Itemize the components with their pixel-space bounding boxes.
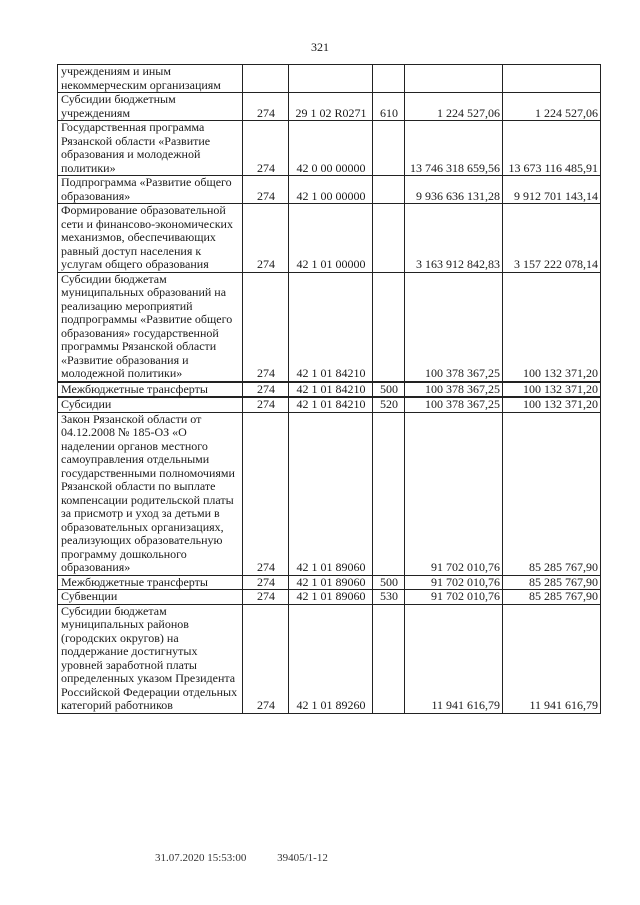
row-gr-cell: 274 — [243, 397, 289, 412]
table-row — [58, 590, 601, 605]
table-row — [58, 575, 601, 590]
row-vr-cell: 500 — [373, 575, 405, 590]
row-sum-2020-cell: 1 224 527,06 — [405, 93, 503, 121]
row-name-cell: Межбюджетные трансферты — [58, 382, 243, 398]
table-row — [58, 65, 601, 93]
row-name-cell: Государственная программа Рязанской области «Развитие образования и молодежной политики» — [58, 121, 243, 176]
row-sum-2021-cell: 100 132 371,20 — [503, 397, 601, 412]
row-vr-cell — [373, 176, 405, 204]
row-gr-cell: 274 — [243, 590, 289, 605]
row-gr-cell: 274 — [243, 204, 289, 273]
row-sum-2021-cell: 85 285 767,90 — [503, 412, 601, 575]
row-sum-2021-cell: 9 912 701 143,14 — [503, 176, 601, 204]
row-gr-cell: 274 — [243, 272, 289, 382]
row-cs-cell: 42 1 01 89060 — [289, 412, 373, 575]
row-cs-cell: 42 1 01 89060 — [289, 590, 373, 605]
row-cs-cell: 42 1 01 89260 — [289, 604, 373, 713]
row-gr-cell: 274 — [243, 575, 289, 590]
table-row — [58, 397, 601, 412]
table-row — [58, 204, 601, 273]
row-sum-2020-cell: 91 702 010,76 — [405, 590, 503, 605]
table-row — [58, 604, 601, 713]
row-vr-cell — [373, 412, 405, 575]
row-sum-2021-cell: 85 285 767,90 — [503, 575, 601, 590]
table-row — [58, 93, 601, 121]
row-sum-2021-cell: 1 224 527,06 — [503, 93, 601, 121]
row-name-cell: Субсидии бюджетам муниципальных районов (городских округов) на поддержание достигнутых уровней заработной платы определенных указом Президента Российской Федерации отдельных категорий работников — [58, 604, 243, 713]
table-row — [58, 412, 601, 575]
row-vr-cell — [373, 121, 405, 176]
row-name-cell: Субвенции — [58, 590, 243, 605]
row-name-cell: Субсидии бюджетным учреждениям — [58, 93, 243, 121]
row-cs-cell: 42 1 00 00000 — [289, 176, 373, 204]
row-sum-2020-cell: 13 746 318 659,56 — [405, 121, 503, 176]
row-name-cell: Субсидии — [58, 397, 243, 412]
row-cs-cell: 42 1 01 84210 — [289, 397, 373, 412]
row-sum-2020-cell: 91 702 010,76 — [405, 412, 503, 575]
row-gr-cell: 274 — [243, 382, 289, 398]
row-sum-2020-cell: 3 163 912 842,83 — [405, 204, 503, 273]
row-cs-cell: 42 1 01 89060 — [289, 575, 373, 590]
row-vr-cell: 610 — [373, 93, 405, 121]
row-name-cell: Подпрограмма «Развитие общего образования» — [58, 176, 243, 204]
row-cs-cell: 29 1 02 R0271 — [289, 93, 373, 121]
row-cs-cell: 42 0 00 00000 — [289, 121, 373, 176]
row-vr-cell: 530 — [373, 590, 405, 605]
document-footer — [155, 852, 356, 864]
budget-table — [57, 64, 601, 714]
row-name-cell: Межбюджетные трансферты — [58, 575, 243, 590]
row-sum-2021-cell: 100 132 371,20 — [503, 382, 601, 398]
page-number: 321 — [311, 40, 329, 54]
row-sum-2020-cell — [405, 65, 503, 93]
table-row — [58, 272, 601, 382]
row-vr-cell — [373, 604, 405, 713]
row-vr-cell — [373, 272, 405, 382]
row-sum-2020-cell: 100 378 367,25 — [405, 272, 503, 382]
row-gr-cell: 274 — [243, 604, 289, 713]
row-gr-cell: 274 — [243, 121, 289, 176]
row-sum-2020-cell: 91 702 010,76 — [405, 575, 503, 590]
row-vr-cell — [373, 204, 405, 273]
row-vr-cell: 520 — [373, 397, 405, 412]
row-cs-cell: 42 1 01 00000 — [289, 204, 373, 273]
row-name-cell: Субсидии бюджетам муниципальных образований на реализацию мероприятий подпрограммы «Развитие общего образования» государственной программы Рязанской области «Развитие образования и молодежной политики» — [58, 272, 243, 382]
row-name-cell: Закон Рязанской области от 04.12.2008 № 185-ОЗ «О наделении органов местного самоуправления отдельными государственными полномочиями Рязанской области по выплате компенсации родительской платы за присмотр и уход за детьми в образовательных организациях, реализующих образовательную программу дошкольного образования» — [58, 412, 243, 575]
footer-doc-code: 39405/1-12 — [277, 852, 328, 864]
footer-timestamp: 31.07.2020 15:53:00 — [155, 852, 247, 864]
row-sum-2021-cell — [503, 65, 601, 93]
row-cs-cell: 42 1 01 84210 — [289, 272, 373, 382]
row-vr-cell: 500 — [373, 382, 405, 398]
row-gr-cell: 274 — [243, 412, 289, 575]
row-sum-2021-cell: 13 673 116 485,91 — [503, 121, 601, 176]
row-vr-cell — [373, 65, 405, 93]
row-sum-2021-cell: 85 285 767,90 — [503, 590, 601, 605]
row-name-cell: учреждениям и иным некоммерческим организациям — [58, 65, 243, 93]
row-sum-2021-cell: 11 941 616,79 — [503, 604, 601, 713]
row-sum-2021-cell: 3 157 222 078,14 — [503, 204, 601, 273]
row-sum-2020-cell: 100 378 367,25 — [405, 397, 503, 412]
table-row — [58, 121, 601, 176]
row-gr-cell — [243, 65, 289, 93]
row-cs-cell: 42 1 01 84210 — [289, 382, 373, 398]
row-cs-cell — [289, 65, 373, 93]
row-name-cell: Формирование образовательной сети и финансово-экономических механизмов, обеспечивающих равный доступ населения к услугам общего образования — [58, 204, 243, 273]
row-gr-cell: 274 — [243, 176, 289, 204]
row-sum-2021-cell: 100 132 371,20 — [503, 272, 601, 382]
table-row — [58, 382, 601, 398]
row-sum-2020-cell: 11 941 616,79 — [405, 604, 503, 713]
row-gr-cell: 274 — [243, 93, 289, 121]
row-sum-2020-cell: 100 378 367,25 — [405, 382, 503, 398]
table-row — [58, 176, 601, 204]
row-sum-2020-cell: 9 936 636 131,28 — [405, 176, 503, 204]
